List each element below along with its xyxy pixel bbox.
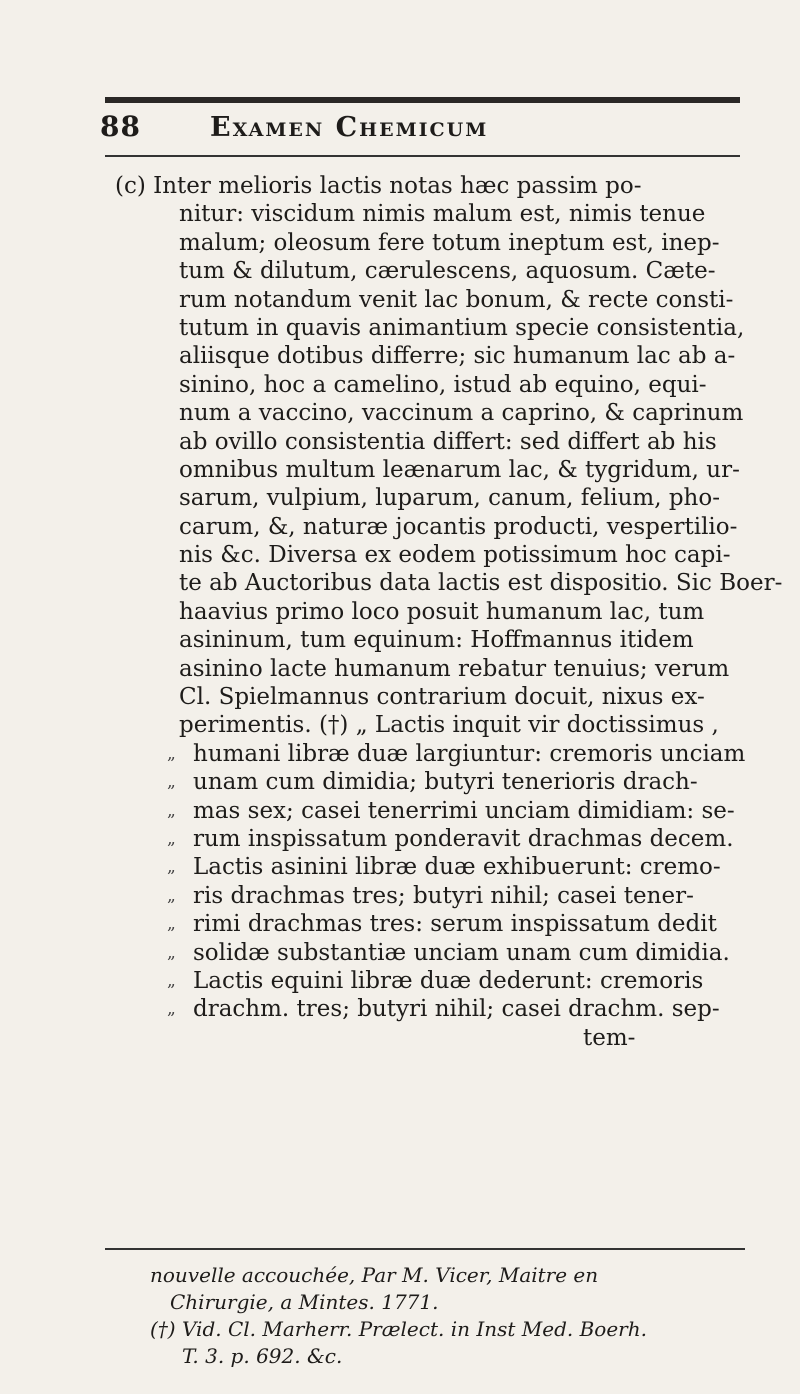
quote-line: „ rum inspissatum ponderavit drachmas decem. — [167, 825, 734, 852]
quote-mark: „ — [167, 772, 176, 793]
quote-mark: „ — [167, 857, 176, 878]
text-line: perimentis. (†) „ Lactis inquit vir doctissimus , — [179, 712, 719, 739]
quote-line: „ ris drachmas tres; butyri nihil; casei tener- — [167, 882, 694, 909]
text-line: carum, &, naturæ jocantis producti, vespertilio- — [179, 513, 738, 540]
text-line: tum & dilutum, cærulescens, aquosum. Cæte- — [179, 258, 716, 285]
page-header — [100, 106, 750, 150]
text-line: omnibus multum leænarum lac, & tygridum, ur- — [179, 456, 740, 483]
quote-mark: „ — [167, 828, 176, 849]
text-line: ab ovillo consistentia differt: sed differt ab his — [179, 428, 717, 455]
footnote-line: Chirurgie, a Mintes. 1771. — [170, 1290, 439, 1314]
footnote-line: nouvelle accouchée, Par M. Vicer, Maitre en — [150, 1263, 599, 1287]
catchword-line — [115, 1024, 765, 1052]
text-line: tutum in quavis animantium specie consistentia, — [179, 314, 745, 341]
text-line: rum notandum venit lac bonum, & recte consti- — [179, 286, 734, 313]
quote-line: „ mas sex; casei tenerrimi unciam dimidiam: se- — [167, 797, 735, 824]
main-text — [115, 172, 783, 1052]
page-number: 88 — [100, 110, 141, 143]
text-line: nis &c. Diversa ex eodem potissimum hoc capi- — [179, 542, 731, 569]
footnotes — [150, 1262, 770, 1370]
quote-line: „ rimi drachmas tres: serum inspissatum dedit — [167, 911, 717, 938]
quote-mark: „ — [167, 942, 176, 963]
text-line: malum; oleosum fere totum ineptum est, inep- — [179, 229, 720, 256]
text-line: asininum, tum equinum: Hoffmannus itidem — [179, 627, 694, 654]
quote-line: „ Lactis equini libræ duæ dederunt: cremoris — [167, 967, 704, 994]
quote-mark: „ — [167, 885, 176, 906]
quote-mark: „ — [167, 970, 176, 991]
quote-mark: „ — [167, 914, 176, 935]
top-rule — [105, 97, 740, 103]
text-line: te ab Auctoribus data lactis est dispositio. Sic Boer- — [179, 570, 783, 597]
footnote-rule — [105, 1248, 745, 1250]
quote-line: „ drachm. tres; butyri nihil; casei drachm. sep- — [167, 996, 720, 1023]
footnote-line: (†) Vid. Cl. Marherr. Prælect. in Inst Med. Boerh. — [150, 1317, 647, 1341]
quote-line: „ Lactis asinini libræ duæ exhibuerunt: cremo- — [167, 854, 721, 881]
text-line: asinino lacte humanum rebatur tenuius; verum — [179, 655, 730, 682]
quote-line: „ humani libræ duæ largiuntur: cremoris unciam — [167, 740, 746, 767]
text-line: Cl. Spielmannus contrarium docuit, nixus ex- — [179, 684, 705, 711]
running-title: Examen Chemicum — [210, 112, 489, 143]
catchword: tem- — [583, 1024, 636, 1051]
quote-mark: „ — [167, 743, 176, 764]
quote-line: „ unam cum dimidia; butyri tenerioris drach- — [167, 769, 698, 796]
text-line: aliisque dotibus differre; sic humanum lac ab a- — [179, 343, 736, 370]
text-line: num a vaccino, vaccinum a caprino, & caprinum — [179, 400, 744, 427]
footnote-line: T. 3. p. 692. &c. — [182, 1344, 343, 1368]
quote-mark: „ — [167, 800, 176, 821]
text-line: sinino, hoc a camelino, istud ab equino, equi- — [179, 371, 707, 398]
text-line: nitur: viscidum nimis malum est, nimis tenue — [179, 201, 706, 228]
quote-mark: „ — [167, 999, 176, 1020]
text-line: (c) Inter melioris lactis notas hæc passim po- — [115, 173, 642, 199]
text-line: sarum, vulpium, luparum, canum, felium, pho- — [179, 485, 720, 512]
header-rule — [105, 155, 740, 157]
text-line: haavius primo loco posuit humanum lac, tum — [179, 598, 705, 625]
quote-line: „ solidæ substantiæ unciam unam cum dimidia. — [167, 939, 730, 966]
